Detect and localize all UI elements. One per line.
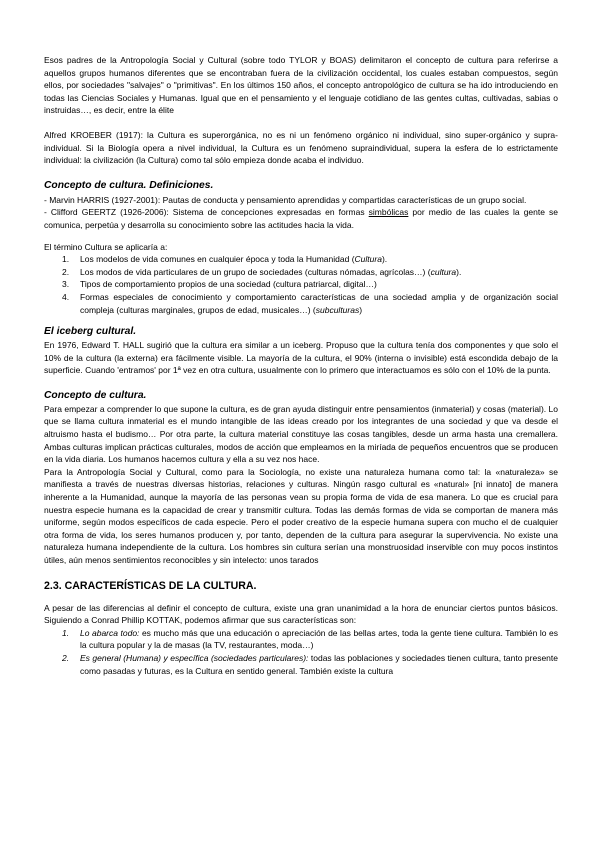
list-item: 2. Los modos de vida particulares de un grupo de sociedades (culturas nómadas, agrícolas…) (cultura). — [62, 266, 462, 277]
list-item: 1. Lo abarca todo: es mucho más que una educación o apreciación de las bellas artes, toda la gente tiene cultura. También lo es la cultura popular y la de masas (la TV, restaurantes, moda…) — [62, 627, 559, 651]
list-item: 3. Tipos de comportamiento propios de una sociedad (cultura patriarcal, digital…) — [62, 279, 377, 290]
heading-concepto: Concepto de cultura. — [44, 389, 147, 401]
definition-harris: - Marvin HARRIS (1927-2001): Pautas de conducta y pensamiento aprendidas y compartidas características de un grupo social. — [44, 194, 527, 205]
heading-iceberg: El iceberg cultural. — [44, 326, 137, 338]
concepto-paragraph-2: Para la Antropología Social y Cultural, como para la Sociología, no existe una naturaleza humana como tal: la «naturaleza» se manifiesta a través de nuestras diversas historias, relaciones y culturas. Ningún rasgo cultural es «natural» [ni innato] de manera inherente a la Humanidad, aunque la mayoría de las personas vean su propia forma de vida de esa manera. Lo que es crucial para nuestra especie humana es la capacidad de crear y transmitir cultura. Todas las demás formas de vida se comportan de manera más uniforme, según modos específicos de cada especie. Pero el poder creativo de la especie humana supera con mucho el de cualquier otra forma de vida, los seres humanos producen y, por tanto, dependen de la cultura para asegurar la supervivencia. No existe una naturaleza humana independiente de la cultura. Los hombres sin cultura serían una monstruosidad inservible con muy pocos instintos útiles, aún menos sentimientos reconocibles y sin intelecto: unos tarados — [44, 466, 558, 565]
caracteristicas-list — [44, 627, 558, 677]
term-list — [44, 253, 558, 316]
concepto-paragraph-1: Para empezar a comprender lo que supone la cultura, es de gran ayuda distinguir entre pensamientos (inmaterial) y cosas (material). Lo que se llama cultura inmaterial es el mundo intangible de las ideas creado por los integrantes de una sociedad y que va desde el altruismo hasta el budismo… Por otra parte, la cultura material constituye las cosas tangibles, desde un arma hasta una cremallera. Ambas culturas implican prácticas culturales, modos de acción que empleamos en la miríada de pequeños encuentros que se producen en la vida diaria. Los humanos hacemos cultura y ella a su vez nos hace. — [44, 403, 558, 465]
term-intro: El término Cultura se aplicaría a: — [44, 241, 168, 252]
list-item: 1. Los modelos de vida comunes en cualquier época y toda la Humanidad (Cultura). — [62, 254, 388, 265]
heading-definiciones: Concepto de cultura. Definiciones. — [44, 179, 214, 191]
intro-paragraph: Esos padres de la Antropología Social y Cultural (sobre todo TYLOR y BOAS) delimitaron el concepto de cultura para referirse a aquellos grupos humanos diferentes que se encontraban fuera de la civilización occidental, los cuales estaban compuestos, según ellos, por sociedades "salvajes" o "primitivas". En los últimos 150 años, el concepto antropológico de cultura se ha ido introduciendo en todas las Ciencias Sociales y Humanas. Igual que en el pensamiento y el lenguaje cotidiano de las gentes cultas, cultivadas, sabias o instruidas…, es decir, entre la élite — [44, 55, 558, 116]
caracteristicas-intro: A pesar de las diferencias al definir el concepto de cultura, existe una gran unanimidad a la hora de enunciar ciertos puntos básicos. Siguiendo a Conrad Phillip KOTTAK, podemos afirmar que sus características son: — [44, 602, 558, 626]
underlined-term: simbólicas — [368, 207, 409, 218]
definition-geertz: - Clifford GEERTZ (1926-2006): Sistema de concepciones expresadas en formas simbólicas por medio de las cuales la gente se comunica, perpetúa y desarrolla su conocimiento sobre las actitudes hacia la vida. — [44, 207, 558, 230]
list-item: 2. Es general (Humana) y específica (sociedades particulares): todas las poblaciones y sociedades tienen cultura, tanto presente como pasadas y futuras, es la Cultura en sentido general. También existe la cultura — [62, 652, 558, 676]
heading-caracteristicas: 2.3. CARACTERÍSTICAS DE LA CULTURA. — [44, 579, 257, 592]
document-page — [44, 54, 558, 677]
kroeber-paragraph: Alfred KROEBER (1917): la Cultura es superorgánica, no es ni un fenómeno orgánico ni individual, sino super-orgánico y supra-individual. Si la Biología opera a nivel individual, la Cultura es un fenómeno supraindividual, supera la esfera de lo estrictamente individual: la civilización (la Cultura) como tal sólo empieza donde acaba el individuo. — [44, 129, 558, 166]
list-item: 4. Formas especiales de conocimiento y comportamiento características de una sociedad amplia y de organización social compleja (culturas marginales, grupos de edad, musicales…) (subculturas) — [62, 291, 558, 315]
iceberg-paragraph: En 1976, Edward T. HALL sugirió que la cultura era similar a un iceberg. Propuso que la cultura tenía dos componentes y que solo el 10% de la cultura (la externa) era fácilmente visible. La mayoría de la cultura, el 90% (interna o invisible) está escondida debajo de la superficie. Cuando 'entramos' por 1ª vez en otra cultura, usualmente con lo primero que interactuamos es sólo con el 10% de la punta. — [44, 340, 558, 376]
